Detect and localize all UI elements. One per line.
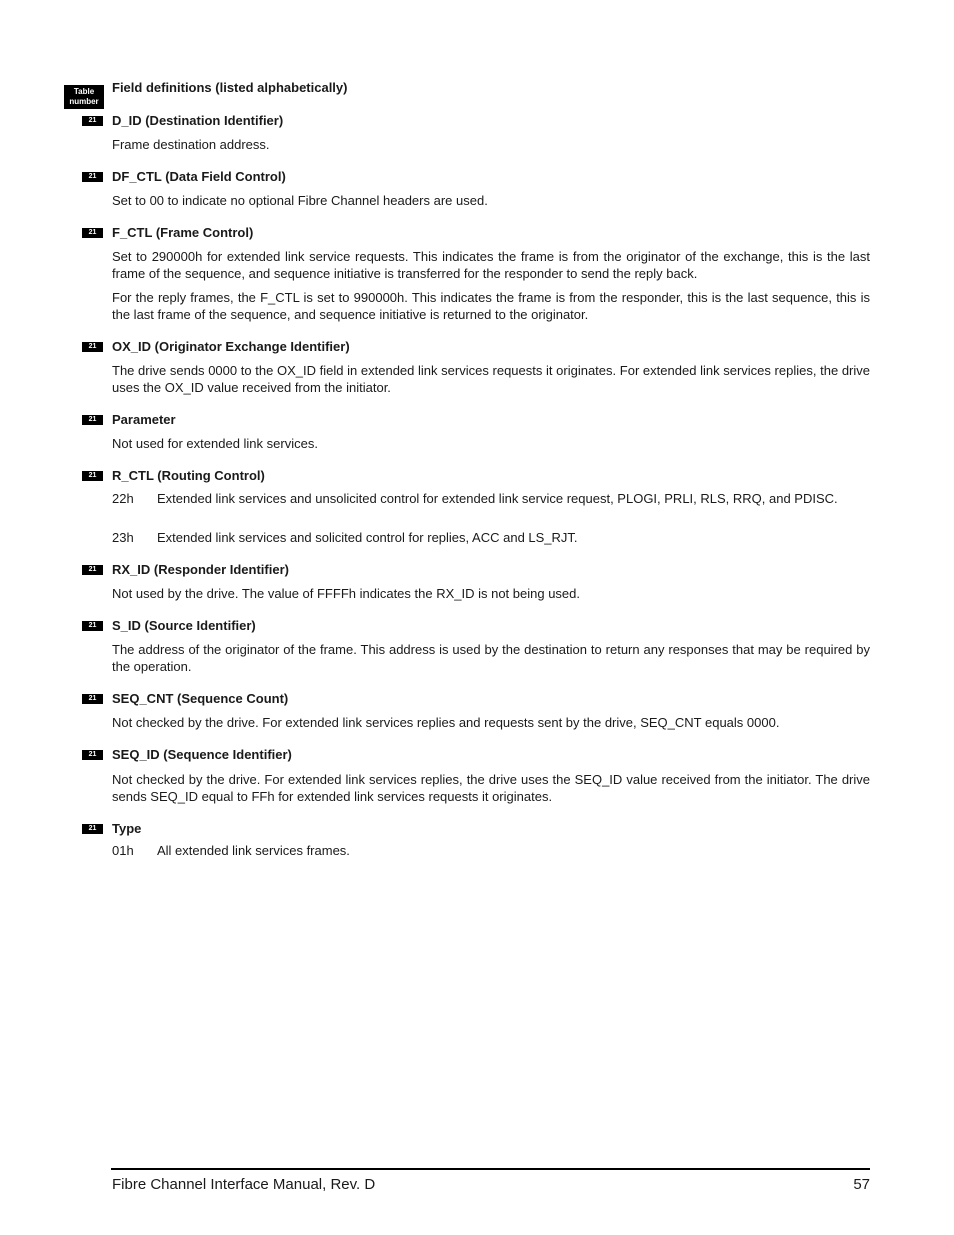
badge-line-table: Table — [73, 87, 95, 96]
table-number-tag: 21 — [82, 471, 103, 481]
field-title-f-ctl: F_CTL (Frame Control) — [112, 225, 254, 240]
field-title-r-ctl: R_CTL (Routing Control) — [112, 468, 265, 483]
field-desc-seq-cnt: Not checked by the drive. For extended link services replies and requests sent by the drive, SEQ_CNT equals 0000. — [112, 715, 780, 730]
field-title-ox-id: OX_ID (Originator Exchange Identifier) — [112, 339, 350, 354]
footer-manual-title: Fibre Channel Interface Manual, Rev. D — [112, 1176, 376, 1193]
field-desc-s-id: The address of the originator of the frame. This address is used by the destination to return any responses that may be required by the operation. — [112, 642, 870, 674]
footer-page-number: 57 — [853, 1176, 870, 1193]
field-title-s-id: S_ID (Source Identifier) — [112, 618, 256, 633]
table-number-tag: 21 — [82, 228, 103, 238]
field-title-d-id: D_ID (Destination Identifier) — [112, 113, 284, 128]
code-value: 01h — [112, 843, 134, 858]
field-desc-d-id: Frame destination address. — [112, 137, 270, 152]
table-number-tag: 21 — [82, 694, 103, 704]
table-number-tag: 21 — [82, 342, 103, 352]
table-number-tag: 21 — [82, 824, 103, 834]
footer-rule — [111, 1168, 870, 1170]
code-description: Extended link services and solicited control for replies, ACC and LS_RJT. — [157, 530, 578, 545]
table-number-badge — [64, 85, 104, 109]
table-number-tag: 21 — [82, 565, 103, 575]
field-title-seq-id: SEQ_ID (Sequence Identifier) — [112, 747, 292, 762]
field-desc-df-ctl: Set to 00 to indicate no optional Fibre Channel headers are used. — [112, 193, 488, 208]
field-desc-parameter: Not used for extended link services. — [112, 436, 318, 451]
badge-line-number: number — [69, 97, 99, 106]
field-title-rx-id: RX_ID (Responder Identifier) — [112, 562, 289, 577]
code-value: 23h — [112, 530, 134, 545]
code-description: Extended link services and unsolicited control for extended link service request, PLOGI, PRLI, RLS, RRQ, and PDISC. — [157, 491, 838, 506]
table-number-tag: 21 — [82, 415, 103, 425]
section-heading: Field definitions (listed alphabetically) — [112, 80, 348, 95]
field-desc-ox-id: The drive sends 0000 to the OX_ID field in extended link services requests it originates. For extended link services replies, the drive uses the OX_ID value received from the initiator. — [112, 363, 870, 395]
field-title-seq-cnt: SEQ_CNT (Sequence Count) — [112, 691, 289, 706]
field-desc-f-ctl-1: Set to 290000h for extended link service requests. This indicates the frame is from the originator of the exchange, this is the last frame of the sequence, and sequence initiative is transferred for the responder to send the reply back. — [112, 249, 870, 281]
field-desc-f-ctl-2: For the reply frames, the F_CTL is set to 990000h. This indicates the frame is from the responder, this is the last sequence, this is the last frame of the sequence, and sequence initiative is returned to the originator. — [112, 290, 870, 322]
code-description: All extended link services frames. — [157, 843, 350, 858]
code-value: 22h — [112, 491, 134, 506]
field-desc-rx-id: Not used by the drive. The value of FFFFh indicates the RX_ID is not being used. — [112, 586, 581, 601]
field-title-df-ctl: DF_CTL (Data Field Control) — [112, 169, 286, 184]
table-number-tag: 21 — [82, 750, 103, 760]
table-number-tag: 21 — [82, 172, 103, 182]
table-number-tag: 21 — [82, 621, 103, 631]
table-number-tag: 21 — [82, 116, 103, 126]
field-title-type: Type — [112, 821, 142, 836]
field-desc-seq-id: Not checked by the drive. For extended link services replies, the drive uses the SEQ_ID value received from the initiator. The drive sends SEQ_ID equal to FFh for extended link services requests it originates. — [112, 772, 870, 804]
field-title-parameter: Parameter — [112, 412, 176, 427]
